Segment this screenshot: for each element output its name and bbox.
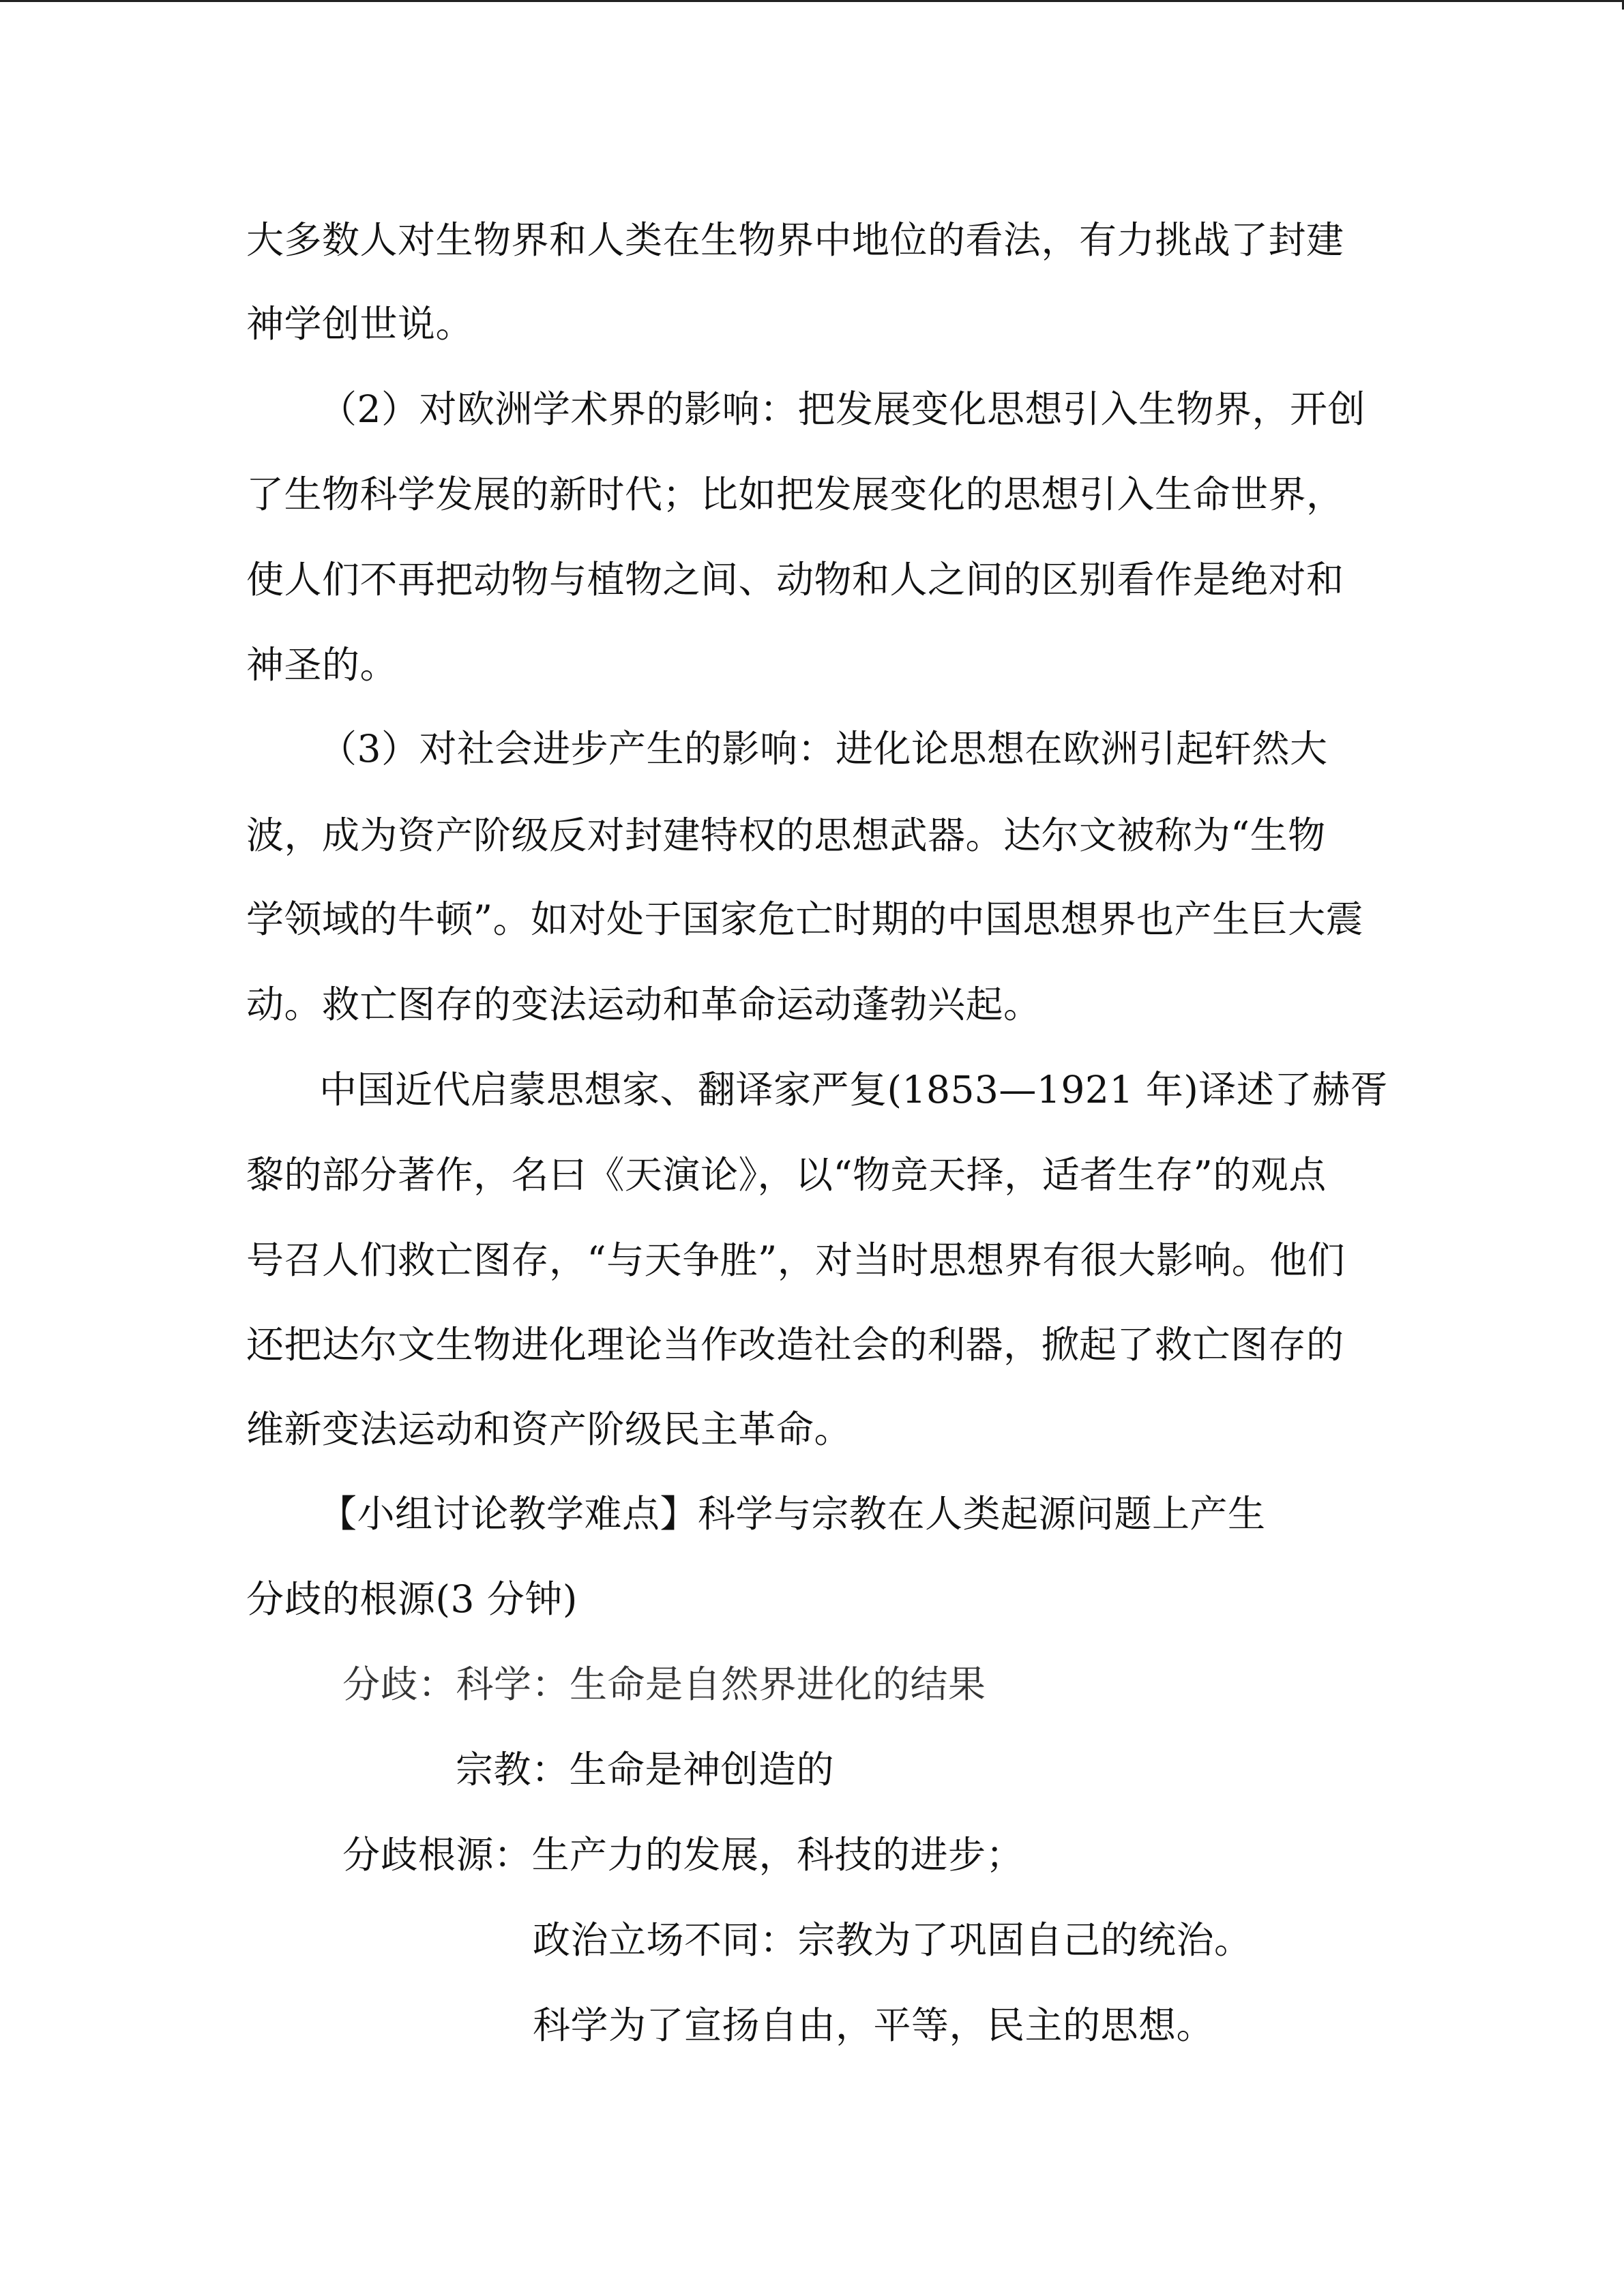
paragraph-2-line-4: 神圣的。 — [246, 643, 398, 687]
divergence-science-purpose: 科学为了宣扬自由，平等，民主的思想。 — [533, 2003, 1215, 2047]
divergence-root: 分歧根源：生产力的发展，科技的进步； — [342, 1833, 1024, 1877]
paragraph-4-line-4: 还把达尔文生物进化理论当作改造社会的利器，掀起了救亡图存的 — [246, 1323, 1344, 1367]
paragraph-3-line-4: 动。救亡图存的变法运动和革命运动蓬勃兴起。 — [246, 983, 1042, 1026]
paragraph-2-line-3: 使人们不再把动物与植物之间、动物和人之间的区别看作是绝对和 — [246, 558, 1344, 601]
page-top-border — [0, 0, 1624, 2]
paragraph-4-line-3: 号召人们救亡图存，“与天争胜”，对当时思想界有很大影响。他们 — [246, 1238, 1346, 1282]
paragraph-3-line-3: 学领域的牛顿”。如对处于国家危亡时期的中国思想界也产生巨大震 — [246, 897, 1364, 941]
paragraph-4-line-2: 黎的部分著作，名曰《天演论》，以“物竞天择，适者生存”的观点 — [246, 1153, 1327, 1197]
divergence-religion: 宗教：生命是神创造的 — [456, 1748, 835, 1791]
paragraph-1-line-1: 大多数人对生物界和人类在生物界中地位的看法，有力挑战了封建 — [246, 218, 1344, 262]
discussion-heading-line-1: 【小组讨论教学难点】科学与宗教在人类起源问题上产生 — [319, 1492, 1266, 1536]
paragraph-3-line-1: （3）对社会进步产生的影响：进化论思想在欧洲引起轩然大 — [319, 727, 1328, 771]
divergence-science: 分歧：科学：生命是自然界进化的结果 — [342, 1663, 986, 1706]
paragraph-4-line-5: 维新变法运动和资产阶级民主革命。 — [246, 1407, 853, 1451]
paragraph-2-line-1: （2）对欧洲学术界的影响：把发展变化思想引入生物界，开创 — [319, 387, 1365, 431]
discussion-heading-line-2: 分歧的根源(3 分钟) — [246, 1577, 578, 1621]
paragraph-1-line-2: 神学创世说。 — [246, 302, 474, 346]
paragraph-3-line-2: 波，成为资产阶级反对封建特权的思想武器。达尔文被称为“生物 — [246, 814, 1326, 857]
paragraph-4-line-1: 中国近代启蒙思想家、翻译家严复(1853—1921 年)译述了赫胥 — [319, 1068, 1388, 1112]
divergence-political-stance: 政治立场不同：宗教为了巩固自己的统治。 — [533, 1918, 1252, 1962]
paragraph-2-line-2: 了生物科学发展的新时代；比如把发展变化的思想引入生命世界， — [246, 473, 1344, 516]
